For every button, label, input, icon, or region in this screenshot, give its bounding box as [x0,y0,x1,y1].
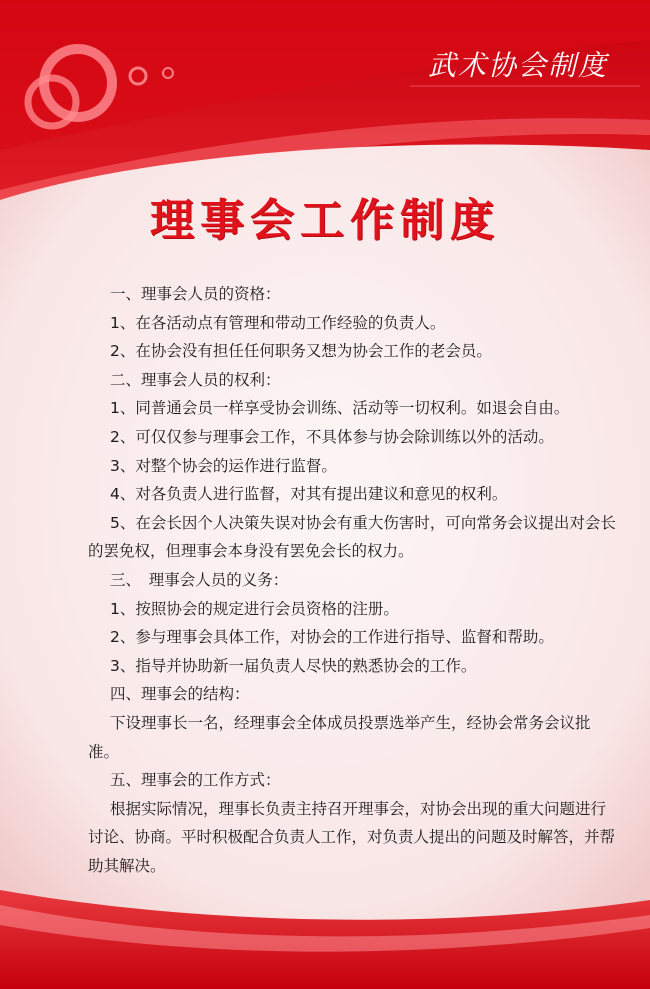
paragraph: 根据实际情况，理事长负责主持召开理事会，对协会出现的重大问题进行讨论、协商。平时积极配合负责人工作，对负责人提出的问题及时解答，并帮助其解决。 [88,799,616,875]
list-item: 2、可仅仅参与理事会工作，不具体参与协会除训练以外的活动。 [110,427,554,446]
list-item: 4、对各负责人进行监督，对其有提出建议和意见的权利。 [110,485,508,504]
list-item: 3、指导并协助新一届负责人尽快的熟悉协会的工作。 [110,656,477,675]
section-heading: 二、理事会人员的权利： [110,370,281,389]
list-item: 1、在各活动点有管理和带动工作经验的负责人。 [110,313,446,332]
page-title: 理事会工作制度 [150,195,500,246]
section-heading: 三、 理事会人员的义务： [110,570,289,589]
list-item: 2、在协会没有担任任何职务又想为协会工作的老会员。 [110,342,492,361]
list-item: 3、对整个协会的运作进行监督。 [110,456,337,475]
paragraph: 下设理事长一名，经理事会全体成员投票选举产生，经协会常务会议批准。 [88,713,591,761]
list-item: 2、参与理事会具体工作，对协会的工作进行指导、监督和帮助。 [110,628,554,647]
section-heading: 一、理事会人员的资格： [110,285,281,303]
list-item: 1、按照协会的规定进行会员资格的注册。 [110,599,399,618]
document-body [88,280,618,880]
list-item: 5、在会长因个人决策失误对协会有重大伤害时，可向常务会议提出对会长的罢免权，但理事会本身没有罢免会长的权力。 [88,513,616,561]
list-item: 1、同普通会员一样享受协会训练、活动等一切权利。如退会自由。 [110,399,570,418]
header-title: 武术协会制度 [428,49,609,82]
section-heading: 五、理事会的工作方式： [110,771,281,790]
section-heading: 四、理事会的结构： [110,685,250,704]
